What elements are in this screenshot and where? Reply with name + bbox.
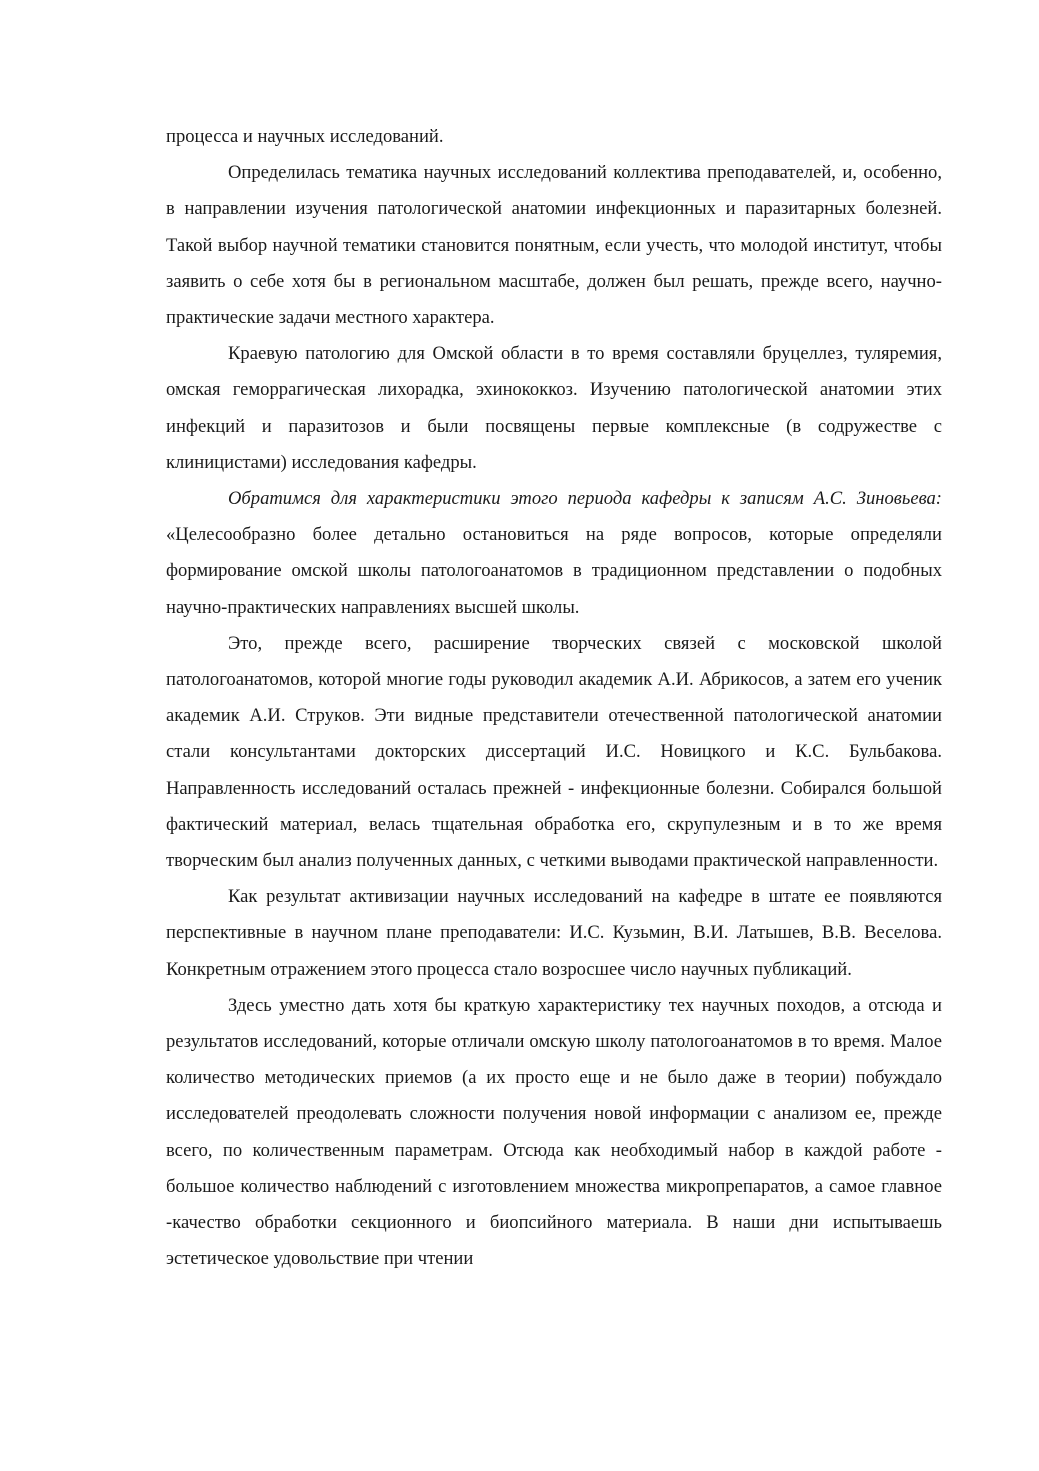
paragraph-7 (166, 988, 942, 1278)
paragraph-2 (166, 155, 942, 336)
paragraph-6 (166, 879, 942, 988)
paragraph-5 (166, 626, 942, 879)
paragraph-1-text: процесса и научных исследований. (166, 126, 444, 147)
paragraph-3-text: Краевую патологию для Омской области в то время составляли бруцеллез, туляремия, омская геморрагическая лихорадка, эхинококкоз. Изучению патологической анатомии этих инфекций и паразитозов и были посвящены первые комплексные (в содружестве с клиницистами) исследования кафедры. (166, 343, 942, 473)
paragraph-1 (166, 119, 942, 155)
paragraph-4-text: «Целесообразно более детально остановиться на ряде вопросов, которые определяли формирование омской школы патологоанатомов в традиционном представлении о подобных научно-практических направлениях высшей школы. (166, 524, 942, 618)
paragraph-6-text: Как результат активизации научных исследований на кафедре в штате ее появляются перспективные в научном плане преподаватели: И.С. Кузьмин, В.И. Латышев, В.В. Веселова. Конкретным отражением этого процесса стало возросшее число научных публикаций. (166, 886, 942, 980)
paragraph-4 (166, 481, 942, 626)
paragraph-7-text: Здесь уместно дать хотя бы краткую характеристику тех научных походов, а отсюда и результатов исследований, которые отличали омскую школу патологоанатомов в то время. Малое количество методических приемов (а их просто еще и не было даже в теории) побуждало исследователей преодолевать сложности получения новой информации с анализом ее, прежде всего, по количественным параметрам. Отсюда как необходимый набор в каждой работе - большое количество наблюдений с изготовлением множества микропрепаратов, а самое главное -качество обработки секционного и биопсийного материала. В наши дни испытываешь эстетическое удовольствие при чтении (166, 994, 942, 1270)
paragraph-4-italic-lead: Обратимся для характеристики этого периода кафедры к записям А.С. Зиновьева: (228, 488, 942, 510)
body-text (166, 119, 942, 1278)
paragraph-5-text: Это, прежде всего, расширение творческих связей с московской школой патологоанатомов, которой многие годы руководил академик А.И. Абрикосов, а затем его ученик академик А.И. Струков. Эти видные представители отечественной патологической анатомии стали консультантами докторских диссертаций И.С. Новицкого и К.С. Бульбакова. Направленность исследований осталась прежней - инфекционные болезни. Собирался большой фактический материал, велась тщательная обработка его, скрупулезным и в то же время творческим был анализ полученных данных, с четкими выводами практической направленности. (166, 632, 942, 872)
paragraph-3 (166, 336, 942, 481)
paragraph-2-text: Определилась тематика научных исследований коллектива преподавателей, и, особенно, в направлении изучения патологической анатомии инфекционных и паразитарных болезней. Такой выбор научной тематики становится понятным, если учесть, что молодой институт, чтобы заявить о себе хотя бы в региональном масштабе, должен был решать, прежде всего, научно-практические задачи местного характера. (166, 162, 942, 329)
